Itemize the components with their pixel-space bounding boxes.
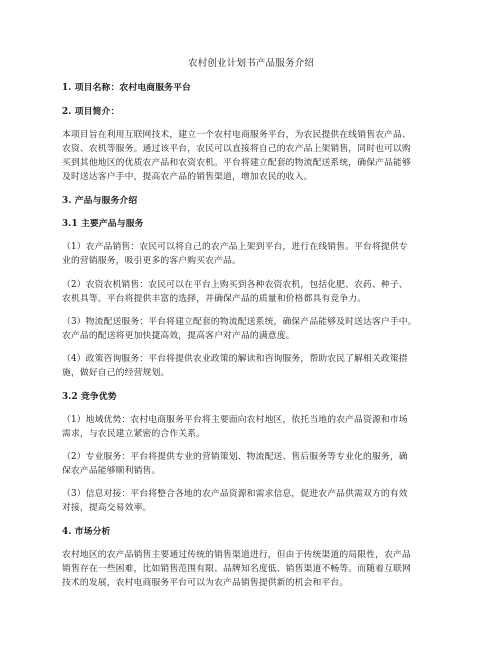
paragraph-line: （4）政策咨询服务：平台将提供农业政策的解读和咨询服务，帮助农民了解相关政策措 bbox=[62, 354, 408, 364]
paragraph-line: （2）农资农机销售：农民可以在平台上购买到各种农资农机，包括化肥、农药、种子、 bbox=[62, 280, 408, 290]
paragraph-line: （3）信息对接：平台将整合各地的农产品资源和需求信息，促进农产品供需双方的有效 bbox=[62, 489, 408, 499]
paragraph-line: 农资、农机等服务。通过该平台，农民可以直接将自己的农产品上架销售，同时也可以购 bbox=[62, 144, 411, 154]
paragraph-line: （1）地域优势：农村电商服务平台将主要面向农村地区，依托当地的农产品资源和市场 bbox=[62, 415, 408, 425]
paragraph-line: 销售存在一些困难，比如销售范围有限、品牌知名度低、销售渠道不畅等。而随着互联网 bbox=[62, 564, 411, 574]
paragraph-line: 施，做好自己的经营规划。 bbox=[62, 368, 170, 378]
subsection-heading-main-products: 3.1 主要产品与服务 bbox=[62, 219, 144, 229]
subsection-heading-competitive-advantage: 3.2 竞争优势 bbox=[62, 392, 117, 402]
paragraph-line: 对接，提高交易效率。 bbox=[62, 503, 152, 513]
paragraph-line: 需求，与农民建立紧密的合作关系。 bbox=[62, 429, 206, 439]
paragraph-line: 农村地区的农产品销售主要通过传统的销售渠道进行，但由于传统渠道的局限性，农产品 bbox=[62, 550, 411, 560]
paragraph-line: 业的营销服务，吸引更多的客户购买农产品。 bbox=[62, 256, 241, 266]
document-title: 农村创业计划书产品服务介绍 bbox=[187, 58, 315, 69]
paragraph-line: （3）物流配送服务：平台将建立配套的物流配送系统，确保产品能够及时送达客户手中。 bbox=[62, 317, 417, 327]
section-heading-products-services: 3. 产品与服务介绍 bbox=[62, 196, 138, 206]
paragraph-line: 保农产品能够顺利销售。 bbox=[62, 466, 161, 476]
paragraph-line: （1）农产品销售：农民可以将自己的农产品上架到平台，进行在线销售。平台将提供专 bbox=[62, 242, 408, 252]
section-heading-project-intro: 2. 项目简介： bbox=[62, 107, 120, 117]
paragraph-line: 农机具等。平台将提供丰富的选择，并确保产品的质量和价格都具有竞争力。 bbox=[62, 294, 367, 304]
section-heading-market-analysis: 4. 市场分析 bbox=[62, 527, 111, 537]
paragraph-line: （2）专业服务：平台将提供专业的营销策划、物流配送、售后服务等专业化的服务，确 bbox=[62, 452, 408, 462]
paragraph-line: 技术的发展，农村电商服务平台可以为农产品销售提供新的机会和平台。 bbox=[62, 578, 349, 588]
paragraph-line: 买到其他地区的优质农产品和农资农机。平台将建立配套的物流配送系统，确保产品能够 bbox=[62, 158, 411, 168]
paragraph-line: 本项目旨在利用互联网技术，建立一个农村电商服务平台，为农民提供在线销售农产品、 bbox=[62, 130, 411, 140]
section-heading-project-name: 1. 项目名称：农村电商服务平台 bbox=[62, 83, 192, 93]
paragraph-line: 农产品的配送将更加快捷高效，提高客户对产品的满意度。 bbox=[62, 331, 295, 341]
paragraph-line: 及时送达客户手中，提高农产品的销售渠道，增加农民的收入。 bbox=[62, 172, 313, 182]
